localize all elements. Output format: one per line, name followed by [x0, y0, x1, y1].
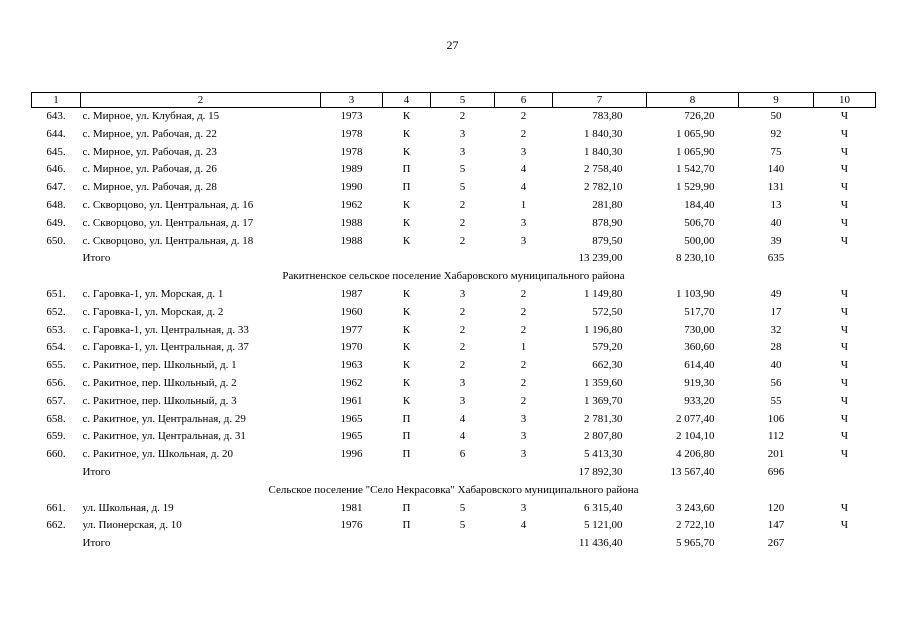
total-row	[32, 250, 876, 268]
empty-cell	[431, 535, 495, 553]
cell-col-10: Ч	[840, 234, 849, 247]
cell-col-2: с. Ракитное, пер. Школьный, д. 2	[82, 376, 237, 389]
cell-col-7: 783,80	[592, 110, 623, 122]
column-header-4: 4	[383, 93, 431, 108]
cell-col-3: 1973	[340, 110, 363, 122]
cell-col-10: Ч	[840, 127, 849, 140]
cell-col-10: Ч	[840, 198, 849, 211]
cell-col-7: 5 121,00	[584, 519, 623, 532]
table-row	[32, 375, 876, 393]
total-value-col-9: 635	[767, 252, 785, 265]
cell-col-10: Ч	[840, 376, 849, 389]
cell-col-8: 360,60	[684, 341, 715, 354]
cell-col-4: П	[402, 163, 411, 176]
cell-col-3: 1965	[340, 430, 363, 443]
section-row	[32, 482, 876, 500]
cell-col-2: ул. Школьная, д. 19	[82, 501, 174, 514]
table-row	[32, 339, 876, 357]
cell-col-6: 2	[520, 394, 527, 407]
table-row	[32, 411, 876, 429]
cell-col-9: 201	[767, 448, 785, 461]
cell-col-7: 1 369,70	[584, 394, 623, 407]
cell-col-7: 572,50	[592, 305, 623, 318]
cell-col-2: с. Ракитное, пер. Школьный, д. 1	[82, 359, 237, 372]
cell-col-3: 1970	[340, 341, 363, 354]
cell-col-9: 17	[770, 305, 782, 318]
cell-col-10: Ч	[840, 341, 849, 354]
cell-col-2: с. Гаровка-1, ул. Центральная, д. 37	[82, 341, 249, 354]
cell-col-8: 933,20	[684, 394, 715, 407]
cell-col-1: 655.	[46, 359, 66, 372]
cell-col-8: 517,70	[684, 305, 715, 318]
total-label: Итого	[82, 465, 111, 478]
cell-col-9: 120	[767, 501, 785, 514]
empty-cell	[495, 250, 553, 268]
cell-col-5: 2	[459, 323, 466, 336]
total-value-col-7: 17 892,30	[578, 465, 623, 478]
cell-col-6: 4	[520, 519, 527, 532]
empty-cell	[495, 464, 553, 482]
column-header-5: 5	[431, 93, 495, 108]
table-row	[32, 428, 876, 446]
cell-col-1: 662.	[46, 519, 66, 532]
cell-col-6: 4	[520, 181, 527, 194]
section-row	[32, 268, 876, 286]
cell-col-4: К	[402, 394, 411, 407]
cell-col-5: 5	[459, 163, 466, 176]
total-row	[32, 535, 876, 553]
total-value-col-8: 5 965,70	[676, 537, 715, 550]
empty-cell	[321, 250, 383, 268]
cell-col-5: 3	[459, 127, 466, 140]
cell-col-1: 647.	[46, 181, 66, 194]
empty-cell	[814, 250, 876, 268]
cell-col-5: 2	[459, 110, 466, 122]
cell-col-1: 656.	[46, 376, 66, 389]
cell-col-4: К	[402, 127, 411, 140]
cell-col-5: 5	[459, 519, 466, 532]
cell-col-2: с. Гаровка-1, ул. Морская, д. 1	[82, 287, 224, 300]
cell-col-10: Ч	[840, 110, 849, 122]
total-value-col-7: 11 436,40	[578, 537, 623, 550]
table-row	[32, 393, 876, 411]
cell-col-6: 2	[520, 359, 527, 372]
cell-col-6: 3	[520, 216, 527, 229]
cell-col-4: К	[402, 216, 411, 229]
cell-col-5: 3	[459, 376, 466, 389]
cell-col-4: К	[402, 341, 411, 354]
empty-cell	[32, 464, 81, 482]
cell-col-1: 643.	[46, 110, 66, 122]
table-row	[32, 197, 876, 215]
cell-col-1: 651.	[46, 287, 66, 300]
column-header-7: 7	[553, 93, 647, 108]
table-row	[32, 144, 876, 162]
cell-col-10: Ч	[840, 430, 849, 443]
cell-col-9: 32	[770, 323, 782, 336]
cell-col-3: 1988	[340, 216, 363, 229]
cell-col-4: К	[402, 376, 411, 389]
cell-col-4: К	[402, 305, 411, 318]
cell-col-9: 55	[770, 394, 782, 407]
cell-col-5: 4	[459, 412, 466, 425]
cell-col-6: 3	[520, 430, 527, 443]
cell-col-2: с. Ракитное, пер. Школьный, д. 3	[82, 394, 237, 407]
table-row	[32, 446, 876, 464]
cell-col-1: 646.	[46, 163, 66, 176]
cell-col-6: 1	[520, 341, 527, 354]
cell-col-4: П	[402, 412, 411, 425]
cell-col-10: Ч	[840, 394, 849, 407]
cell-col-2: с. Мирное, ул. Рабочая, д. 23	[82, 145, 217, 158]
cell-col-8: 500,00	[684, 234, 715, 247]
page-number: 27	[446, 38, 459, 52]
cell-col-8: 730,00	[684, 323, 715, 336]
empty-cell	[431, 250, 495, 268]
cell-col-4: К	[402, 359, 411, 372]
cell-col-1: 648.	[46, 198, 66, 211]
cell-col-7: 5 413,30	[584, 448, 623, 461]
cell-col-3: 1981	[340, 501, 363, 514]
cell-col-3: 1961	[340, 394, 363, 407]
cell-col-2: с. Мирное, ул. Рабочая, д. 28	[82, 181, 217, 194]
column-header-9: 9	[739, 93, 814, 108]
table-row	[32, 126, 876, 144]
cell-col-10: Ч	[840, 216, 849, 229]
cell-col-1: 661.	[46, 501, 66, 514]
total-row	[32, 464, 876, 482]
cell-col-9: 39	[770, 234, 782, 247]
total-label: Итого	[82, 252, 111, 265]
cell-col-10: Ч	[840, 181, 849, 194]
column-header-1: 1	[32, 93, 81, 108]
cell-col-8: 2 722,10	[676, 519, 715, 532]
column-header-10: 10	[814, 93, 876, 108]
cell-col-8: 506,70	[684, 216, 715, 229]
cell-col-1: 657.	[46, 394, 66, 407]
cell-col-3: 1978	[340, 145, 363, 158]
cell-col-2: с. Ракитное, ул. Центральная, д. 29	[82, 412, 246, 425]
table-row	[32, 215, 876, 233]
cell-col-9: 131	[767, 181, 785, 194]
cell-col-5: 2	[459, 305, 466, 318]
cell-col-7: 662,30	[592, 359, 623, 372]
cell-col-9: 106	[767, 412, 785, 425]
cell-col-4: К	[402, 287, 411, 300]
cell-col-9: 40	[770, 359, 782, 372]
total-value-col-8: 8 230,10	[676, 252, 715, 265]
empty-cell	[32, 250, 81, 268]
cell-col-6: 3	[520, 448, 527, 461]
cell-col-2: с. Гаровка-1, ул. Центральная, д. 33	[82, 323, 249, 336]
cell-col-6: 3	[520, 501, 527, 514]
cell-col-6: 2	[520, 376, 527, 389]
cell-col-3: 1963	[340, 359, 363, 372]
cell-col-4: П	[402, 181, 411, 194]
empty-cell	[431, 464, 495, 482]
cell-col-4: П	[402, 448, 411, 461]
cell-col-9: 56	[770, 376, 782, 389]
cell-col-2: с. Ракитное, ул. Школьная, д. 20	[82, 448, 233, 461]
cell-col-6: 3	[520, 145, 527, 158]
empty-cell	[32, 535, 81, 553]
cell-col-10: Ч	[840, 287, 849, 300]
table-row	[32, 357, 876, 375]
cell-col-7: 1 149,80	[584, 287, 623, 300]
cell-col-5: 3	[459, 287, 466, 300]
cell-col-5: 2	[459, 341, 466, 354]
table-header	[32, 93, 876, 108]
empty-cell	[321, 535, 383, 553]
cell-col-6: 1	[520, 198, 527, 211]
cell-col-3: 1990	[340, 181, 363, 194]
cell-col-2: ул. Пионерская, д. 10	[82, 519, 182, 532]
cell-col-4: К	[402, 110, 411, 122]
table-row	[32, 304, 876, 322]
cell-col-5: 3	[459, 145, 466, 158]
cell-col-9: 40	[770, 216, 782, 229]
cell-col-6: 2	[520, 305, 527, 318]
cell-col-9: 49	[770, 287, 782, 300]
cell-col-5: 6	[459, 448, 466, 461]
cell-col-5: 5	[459, 181, 466, 194]
cell-col-8: 1 542,70	[676, 163, 715, 176]
cell-col-4: П	[402, 519, 411, 532]
cell-col-4: П	[402, 430, 411, 443]
cell-col-6: 2	[520, 127, 527, 140]
column-header-6: 6	[495, 93, 553, 108]
total-value-col-9: 267	[767, 537, 785, 550]
cell-col-8: 1 065,90	[676, 127, 715, 140]
cell-col-2: с. Мирное, ул. Рабочая, д. 22	[82, 127, 217, 140]
cell-col-7: 879,50	[592, 234, 623, 247]
cell-col-10: Ч	[840, 448, 849, 461]
cell-col-5: 2	[459, 216, 466, 229]
cell-col-10: Ч	[840, 501, 849, 514]
cell-col-7: 281,80	[592, 198, 623, 211]
cell-col-9: 112	[767, 430, 785, 443]
cell-col-1: 658.	[46, 412, 66, 425]
housing-table	[31, 92, 876, 553]
cell-col-6: 2	[520, 110, 527, 122]
cell-col-7: 1 840,30	[584, 127, 623, 140]
cell-col-3: 1960	[340, 305, 363, 318]
cell-col-10: Ч	[840, 519, 849, 532]
cell-col-1: 645.	[46, 145, 66, 158]
cell-col-8: 3 243,60	[676, 501, 715, 514]
column-header-3: 3	[321, 93, 383, 108]
column-header-8: 8	[647, 93, 739, 108]
cell-col-4: К	[402, 323, 411, 336]
cell-col-8: 184,40	[684, 198, 715, 211]
cell-col-7: 579,20	[592, 341, 623, 354]
cell-col-7: 878,90	[592, 216, 623, 229]
cell-col-5: 5	[459, 501, 466, 514]
section-heading: Сельское поселение "Село Некрасовка" Хабаровского муниципального района	[268, 483, 639, 496]
total-value-col-7: 13 239,00	[578, 252, 623, 265]
cell-col-1: 649.	[46, 216, 66, 229]
cell-col-1: 659.	[46, 430, 66, 443]
cell-col-10: Ч	[840, 323, 849, 336]
cell-col-8: 2 077,40	[676, 412, 715, 425]
cell-col-6: 3	[520, 412, 527, 425]
empty-cell	[383, 464, 431, 482]
cell-col-10: Ч	[840, 305, 849, 318]
cell-col-1: 654.	[46, 341, 66, 354]
cell-col-10: Ч	[840, 359, 849, 372]
cell-col-2: с. Мирное, ул. Клубная, д. 15	[82, 110, 220, 122]
cell-col-7: 6 315,40	[584, 501, 623, 514]
cell-col-1: 660.	[46, 448, 66, 461]
cell-col-5: 3	[459, 394, 466, 407]
cell-col-8: 1 103,90	[676, 287, 715, 300]
cell-col-5: 2	[459, 359, 466, 372]
table-body	[32, 108, 876, 553]
empty-cell	[383, 535, 431, 553]
cell-col-2: с. Мирное, ул. Рабочая, д. 26	[82, 163, 217, 176]
cell-col-6: 3	[520, 234, 527, 247]
cell-col-8: 726,20	[684, 110, 715, 122]
cell-col-8: 2 104,10	[676, 430, 715, 443]
cell-col-3: 1962	[340, 198, 363, 211]
cell-col-1: 650.	[46, 234, 66, 247]
cell-col-9: 75	[770, 145, 782, 158]
cell-col-1: 653.	[46, 323, 66, 336]
total-label: Итого	[82, 537, 111, 550]
header-row	[32, 93, 876, 108]
cell-col-2: с. Скворцово, ул. Центральная, д. 16	[82, 198, 254, 211]
cell-col-9: 92	[770, 127, 782, 140]
cell-col-4: П	[402, 501, 411, 514]
cell-col-3: 1989	[340, 163, 363, 176]
cell-col-9: 140	[767, 163, 785, 176]
cell-col-2: с. Скворцово, ул. Центральная, д. 18	[82, 234, 254, 247]
cell-col-5: 2	[459, 198, 466, 211]
total-value-col-8: 13 567,40	[670, 465, 715, 478]
cell-col-9: 13	[770, 198, 782, 211]
cell-col-10: Ч	[840, 163, 849, 176]
table-row	[32, 286, 876, 304]
cell-col-3: 1962	[340, 376, 363, 389]
table-row	[32, 322, 876, 340]
cell-col-1: 644.	[46, 127, 66, 140]
cell-col-7: 2 781,30	[584, 412, 623, 425]
cell-col-10: Ч	[840, 412, 849, 425]
empty-cell	[814, 535, 876, 553]
cell-col-2: с. Скворцово, ул. Центральная, д. 17	[82, 216, 254, 229]
cell-col-9: 28	[770, 341, 782, 354]
cell-col-3: 1996	[340, 448, 363, 461]
cell-col-9: 50	[770, 110, 782, 122]
cell-col-7: 2 782,10	[584, 181, 623, 194]
table-row	[32, 517, 876, 535]
table-row	[32, 161, 876, 179]
empty-cell	[383, 250, 431, 268]
empty-cell	[495, 535, 553, 553]
cell-col-3: 1965	[340, 412, 363, 425]
cell-col-5: 4	[459, 430, 466, 443]
cell-col-6: 4	[520, 163, 527, 176]
cell-col-9: 147	[767, 519, 785, 532]
cell-col-3: 1978	[340, 127, 363, 140]
cell-col-4: К	[402, 145, 411, 158]
total-value-col-9: 696	[767, 465, 785, 478]
cell-col-5: 2	[459, 234, 466, 247]
cell-col-6: 2	[520, 323, 527, 336]
cell-col-4: К	[402, 198, 411, 211]
cell-col-7: 2 758,40	[584, 163, 623, 176]
cell-col-8: 919,30	[684, 376, 715, 389]
cell-col-7: 2 807,80	[584, 430, 623, 443]
section-heading: Ракитненское сельское поселение Хабаровского муниципального района	[282, 270, 625, 283]
cell-col-8: 614,40	[684, 359, 715, 372]
table-row	[32, 179, 876, 197]
cell-col-7: 1 196,80	[584, 323, 623, 336]
cell-col-2: с. Гаровка-1, ул. Морская, д. 2	[82, 305, 224, 318]
cell-col-8: 1 529,90	[676, 181, 715, 194]
cell-col-2: с. Ракитное, ул. Центральная, д. 31	[82, 430, 246, 443]
cell-col-10: Ч	[840, 145, 849, 158]
table-row	[32, 233, 876, 251]
cell-col-3: 1977	[340, 323, 363, 336]
table-row	[32, 108, 876, 126]
column-header-2: 2	[81, 93, 321, 108]
cell-col-8: 4 206,80	[676, 448, 715, 461]
cell-col-7: 1 840,30	[584, 145, 623, 158]
cell-col-1: 652.	[46, 305, 66, 318]
empty-cell	[321, 464, 383, 482]
cell-col-3: 1987	[340, 287, 363, 300]
cell-col-6: 2	[520, 287, 527, 300]
table-row	[32, 500, 876, 518]
cell-col-8: 1 065,90	[676, 145, 715, 158]
cell-col-4: К	[402, 234, 411, 247]
empty-cell	[814, 464, 876, 482]
cell-col-3: 1976	[340, 519, 363, 532]
cell-col-7: 1 359,60	[584, 376, 623, 389]
cell-col-3: 1988	[340, 234, 363, 247]
